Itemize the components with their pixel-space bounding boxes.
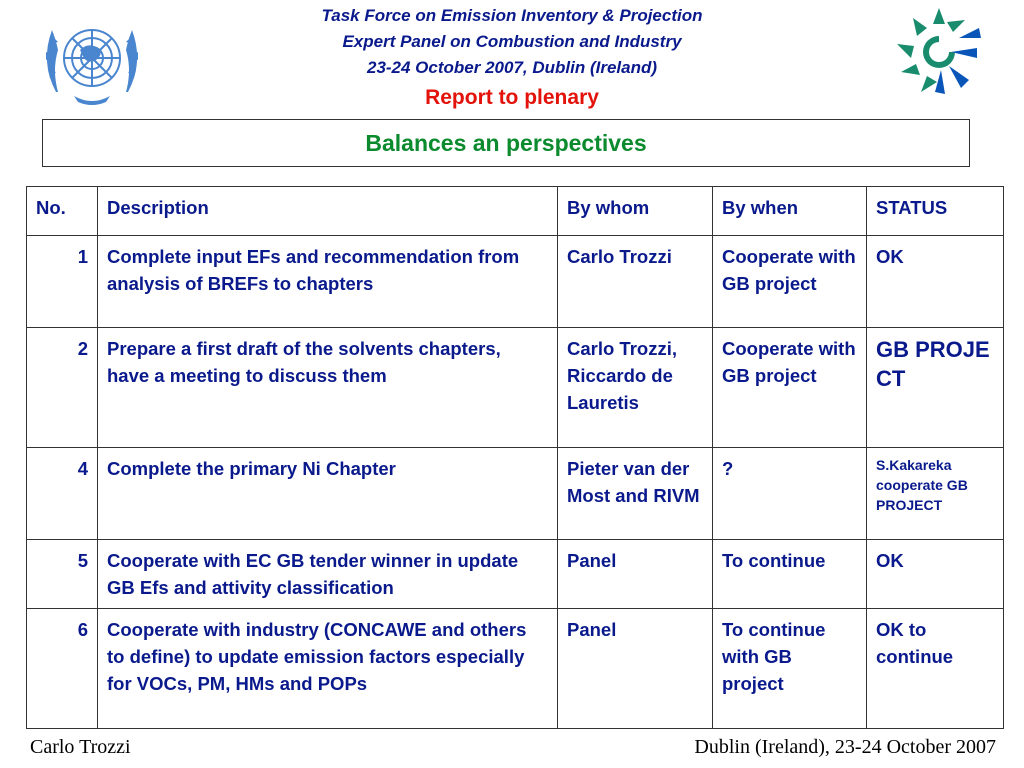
- footer-event: Dublin (Ireland), 23-24 October 2007: [694, 736, 996, 758]
- cell-description: Complete the primary Ni Chapter: [98, 448, 558, 540]
- cell-status: OK: [867, 236, 1004, 328]
- cell-description: Cooperate with industry (CONCAWE and others to define) to update emission factors especially for VOCs, PM, HMs and POPs: [98, 609, 558, 729]
- cell-by-when: Cooperate with GB project: [713, 328, 867, 448]
- cell-description: Cooperate with EC GB tender winner in update GB Efs and attivity classification: [98, 540, 558, 609]
- table-row: [27, 609, 1004, 729]
- cell-no: 5: [27, 540, 98, 609]
- cell-no: 2: [27, 328, 98, 448]
- cell-by-when: Cooperate with GB project: [713, 236, 867, 328]
- cell-by-whom: Pieter van der Most and RIVM: [558, 448, 713, 540]
- cell-status: OK: [867, 540, 1004, 609]
- header-date-location: 23-24 October 2007, Dublin (Ireland): [366, 58, 658, 77]
- cell-no: 1: [27, 236, 98, 328]
- action-table: [26, 186, 1004, 729]
- table-row: [27, 540, 1004, 609]
- cell-description: Prepare a first draft of the solvents chapters, have a meeting to discuss them: [98, 328, 558, 448]
- cell-by-whom: Panel: [558, 609, 713, 729]
- table-header-row: [27, 187, 1004, 236]
- cell-by-when: To continue: [713, 540, 867, 609]
- column-header-description: Description: [98, 187, 558, 236]
- cell-status: S.Kakareka cooperate GB PROJECT: [867, 448, 1004, 540]
- cell-status: OK to continue: [867, 609, 1004, 729]
- table-row: [27, 328, 1004, 448]
- column-header-status: STATUS: [867, 187, 1004, 236]
- cell-no: 6: [27, 609, 98, 729]
- column-header-no: No.: [27, 187, 98, 236]
- cell-by-when: ?: [713, 448, 867, 540]
- cell-no: 4: [27, 448, 98, 540]
- cell-by-when: To continue with GB project: [713, 609, 867, 729]
- report-subtitle: Report to plenary: [425, 86, 599, 109]
- cell-status: GB PROJECT: [867, 328, 1004, 448]
- page-title: Balances an perspectives: [42, 119, 970, 167]
- column-header-by-when: By when: [713, 187, 867, 236]
- footer-author: Carlo Trozzi: [30, 736, 131, 758]
- table-row: [27, 236, 1004, 328]
- table-row: [27, 448, 1004, 540]
- column-header-by-whom: By whom: [558, 187, 713, 236]
- cell-by-whom: Carlo Trozzi, Riccardo de Lauretis: [558, 328, 713, 448]
- header-expert-panel: Expert Panel on Combustion and Industry: [342, 32, 682, 51]
- header-task-force: Task Force on Emission Inventory & Projection: [321, 6, 703, 25]
- cell-by-whom: Carlo Trozzi: [558, 236, 713, 328]
- cell-by-whom: Panel: [558, 540, 713, 609]
- cell-description: Complete input EFs and recommendation from analysis of BREFs to chapters: [98, 236, 558, 328]
